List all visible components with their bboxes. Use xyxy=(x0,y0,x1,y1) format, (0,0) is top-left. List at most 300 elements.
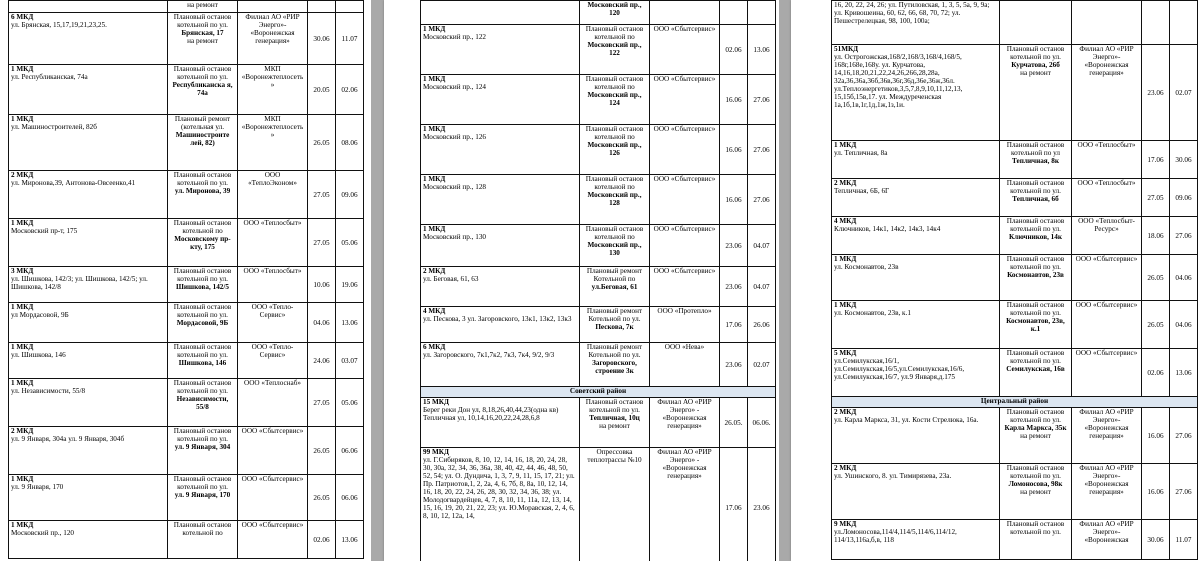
address-list: ул.Ломоносова,114/4,114/5,114/6,114/12, 114/13,116а,б,в, 118 xyxy=(834,528,957,544)
work-description: Плановый останов котельной по xyxy=(585,175,644,191)
address-cell xyxy=(421,1,580,25)
start-date: 26.05 xyxy=(1142,255,1170,301)
work-cell xyxy=(580,307,650,343)
end-date: 03.07 xyxy=(336,343,364,379)
end-date: 09.06 xyxy=(1170,179,1198,217)
table-row xyxy=(832,255,1198,301)
organization-cell: Филиал АО «РИР Энерго»- «Воронежская генерация» xyxy=(1072,408,1142,464)
building-count: 1 МКД xyxy=(834,255,857,263)
work-cell xyxy=(1000,255,1072,301)
work-description: Плановый останов котельной по ул. xyxy=(173,303,232,319)
building-count: 1 МКД xyxy=(11,303,34,311)
start-date: 16.06 xyxy=(1142,408,1170,464)
organization-cell: МКП «Воронежтеплосеть» xyxy=(238,115,308,171)
organization-cell: Филиал АО «РИР Энерго»- «Воронежская xyxy=(1072,520,1142,560)
building-count: 1 МКД xyxy=(11,115,34,123)
end-date: 13.06 xyxy=(336,303,364,343)
work-cell xyxy=(580,267,650,307)
end-date: 09.06 xyxy=(336,171,364,219)
work-description: Плановый останов котельной по ул. xyxy=(1006,464,1065,480)
work-description: Плановый останов котельной по ул. xyxy=(585,398,644,414)
work-description: Плановый ремонт Котельной по ул. xyxy=(586,307,643,323)
work-cell xyxy=(580,125,650,175)
boiler-address: ул. 9 Января, 304 xyxy=(174,443,231,451)
boiler-address: Тепличная, 10ц xyxy=(589,414,640,422)
end-date: 11.07 xyxy=(336,13,364,65)
end-date: 04.07 xyxy=(748,267,776,307)
work-description: Плановый останов котельной по ул. xyxy=(1006,408,1065,424)
end-date: 27.06 xyxy=(1170,217,1198,255)
work-description: Плановый останов котельной по xyxy=(585,225,644,241)
address-cell xyxy=(832,141,1000,179)
organization-cell: Филиал АО «РИР Энерго» - «Воронежская генерация» xyxy=(650,398,720,448)
address-list: ул.Семилукская,16/1, ул.Семилукская,16/5,ул.Семилукская,16/6, ул.Семилукская,16/7, ул.9 Января,д.175 xyxy=(834,357,965,381)
boiler-address: Московский пр., 130 xyxy=(587,241,642,257)
building-count: 1 МКД xyxy=(423,25,446,33)
end-date: 08.06 xyxy=(336,115,364,171)
organization-cell: ООО «Теплосбыт» xyxy=(238,219,308,267)
boiler-address: Семилукская, 16в xyxy=(1006,365,1065,373)
work-description: Плановый останов котельной по ул. xyxy=(173,427,232,443)
table-row xyxy=(421,343,776,387)
table-row xyxy=(9,475,364,521)
address-cell xyxy=(832,464,1000,520)
work-note: на ремонт xyxy=(599,422,630,430)
end-date: 05.06 xyxy=(336,219,364,267)
work-cell xyxy=(1000,217,1072,255)
work-cell xyxy=(168,65,238,115)
work-cell xyxy=(1000,408,1072,464)
end-date: 04.06 xyxy=(1170,301,1198,349)
organization-cell: ООО «Сбытсервис» xyxy=(238,475,308,521)
end-date: 26.06 xyxy=(748,307,776,343)
building-count: 1 МКД xyxy=(423,225,446,233)
start-date: 23.06 xyxy=(720,225,748,267)
address-cell xyxy=(9,65,168,115)
address-list: ул Мордасовой, 9Б xyxy=(11,311,69,319)
building-count: 1 МКД xyxy=(834,141,857,149)
table-row xyxy=(832,141,1198,179)
document-page-2[interactable] xyxy=(384,0,779,561)
address-list: ул. Тепличная, 8а xyxy=(834,149,888,157)
work-cell xyxy=(580,225,650,267)
table-row xyxy=(421,387,776,398)
end-date: 30.06 xyxy=(1170,141,1198,179)
address-list: ул. Г.Сибиряков, 8, 10, 12, 14, 16, 18, 20, 24, 28, 30, 30а, 32, 34, 36, 36а, 38, 40, 42, 44, 46, 48, 50, 52, 54; ул. О. Дундича, 1, 3, 7, 9, 11, 15, 17, 21; ул. Пр. Патриотов,1, 2, 2а, 4, 6, 7б, 8, 8а, 10, 12, 14, 16, 18, 20, 22, 24, 26, 28, 30, 32, 34, 36, 38; ул. Молодогвардейцев, 4, 7, 8, 10, 11, 11а, 12, 13, 14, 15, 16, 19, 20, 21, 22, 23; ул. Ю.Моравская, 2, 4, 6, 8, 10, 12, 12а, 14, xyxy=(423,456,575,520)
building-count: 2 МКД xyxy=(834,179,857,187)
start-date: 02.06 xyxy=(308,521,336,559)
address-cell xyxy=(421,448,580,561)
boiler-address: Московский пр., 124 xyxy=(587,91,642,107)
page-gap xyxy=(779,0,791,561)
building-count: 1 МКД xyxy=(11,521,34,529)
work-cell xyxy=(580,25,650,75)
work-description: Плановый ремонт Котельной по xyxy=(586,267,643,283)
work-cell xyxy=(580,75,650,125)
table-row xyxy=(832,397,1198,408)
start-date: 02.06 xyxy=(720,25,748,75)
work-cell xyxy=(580,448,650,561)
boiler-address: Брянская, 17 xyxy=(181,29,224,37)
organization-cell: ООО «Сбытсервис» xyxy=(650,175,720,225)
table-row xyxy=(832,301,1198,349)
building-count: 1 МКД xyxy=(423,125,446,133)
building-count: 4 МКД xyxy=(834,217,857,225)
end-date: 02.07 xyxy=(1170,45,1198,141)
building-count: 15 МКД xyxy=(423,398,449,406)
boiler-address: Космонавтов, 23в, к.1 xyxy=(1006,317,1065,333)
start-date: 04.06 xyxy=(308,303,336,343)
organization-cell: ООО «ТеплоЭконом» xyxy=(238,171,308,219)
address-list: Московский пр., 120 xyxy=(11,529,75,537)
table-row xyxy=(9,267,364,303)
end-date: 13.06 xyxy=(336,521,364,559)
address-list: ул. 9 Января, 304а ул. 9 Января, 304б xyxy=(11,435,125,443)
outage-table-page-1 xyxy=(8,0,364,559)
boiler-address: Шишкова, 146 xyxy=(178,359,227,367)
work-description: Плановый останов котельной по ул. xyxy=(173,379,232,395)
end-date: 13.06 xyxy=(748,25,776,75)
organization-cell: Филиал АО «РИР Энерго» - «Воронежская генерация» xyxy=(650,448,720,561)
address-list: Ключников, 14к1, 14к2, 14к3, 14к4 xyxy=(834,225,941,233)
district-header: Центральный район xyxy=(832,397,1198,408)
boiler-address: Московский пр., 120 xyxy=(587,1,642,17)
address-cell xyxy=(832,217,1000,255)
start-date: 17.06 xyxy=(1142,141,1170,179)
end-date: 02.07 xyxy=(748,343,776,387)
start-date: 26.05 xyxy=(308,115,336,171)
address-cell xyxy=(832,301,1000,349)
work-description: Плановый останов котельной по ул. xyxy=(1006,301,1065,317)
address-list: ул. Пескова, 3 ул. Загоровского, 13к1, 13к2, 13к3 xyxy=(423,315,572,323)
start-date: 26.05 xyxy=(1142,301,1170,349)
address-cell xyxy=(9,219,168,267)
address-cell xyxy=(9,303,168,343)
work-cell xyxy=(168,379,238,427)
organization-cell: ООО «Сбытсервис» xyxy=(238,427,308,475)
work-description: Плановый останов котельной по ул xyxy=(1006,141,1065,157)
table-row xyxy=(832,217,1198,255)
building-count: 1 МКД xyxy=(834,301,857,309)
organization-cell: ООО «Теплосбыт-Ресурс» xyxy=(1072,217,1142,255)
work-cell xyxy=(168,267,238,303)
address-cell xyxy=(832,349,1000,397)
work-cell xyxy=(168,427,238,475)
work-cell xyxy=(580,175,650,225)
building-count: 51МКД xyxy=(834,45,859,53)
work-description: Плановый останов котельной по ул. xyxy=(1006,255,1065,271)
work-description: Плановый останов котельной по xyxy=(173,219,232,235)
work-description: Плановый останов котельной по ул. xyxy=(173,343,232,359)
address-list: Московский пр., 130 xyxy=(423,233,487,241)
table-row xyxy=(421,1,776,25)
work-description: Плановый останов котельной по ул. xyxy=(1006,520,1065,536)
document-page-3[interactable] xyxy=(791,0,1200,561)
end-date xyxy=(748,1,776,25)
table-row xyxy=(9,379,364,427)
building-count: 2 МКД xyxy=(834,464,857,472)
table-row xyxy=(421,398,776,448)
organization-cell: ООО «Нева» xyxy=(650,343,720,387)
start-date xyxy=(720,1,748,25)
table-row xyxy=(421,267,776,307)
boiler-address: Независимости, 55/8 xyxy=(176,395,229,411)
boiler-address: Ломоносова, 98к xyxy=(1008,480,1063,488)
work-description: Плановый останов котельной по ул. xyxy=(1006,217,1065,233)
end-date: 27.06 xyxy=(748,75,776,125)
work-cell xyxy=(580,343,650,387)
building-count: 2 МКД xyxy=(834,408,857,416)
organization-cell: ООО «Теплосбыт» xyxy=(1072,141,1142,179)
start-date: 20.05 xyxy=(308,65,336,115)
boiler-address: Московскому пр-кту, 175 xyxy=(174,235,231,251)
address-list: ул. Беговая, 61, 63 xyxy=(423,275,479,283)
address-cell xyxy=(832,520,1000,560)
organization-cell xyxy=(238,1,308,13)
boiler-address: Московский пр., 128 xyxy=(587,191,642,207)
table-row xyxy=(9,219,364,267)
start-date: 30.06 xyxy=(1142,520,1170,560)
end-date: 11.07 xyxy=(1170,520,1198,560)
table-row xyxy=(9,13,364,65)
work-description: Плановый ремонт Котельной по ул. xyxy=(586,343,643,359)
start-date: 27.05 xyxy=(308,219,336,267)
address-cell xyxy=(9,1,168,13)
table-row xyxy=(832,1,1198,45)
start-date: 16.06 xyxy=(720,75,748,125)
table-row xyxy=(832,464,1198,520)
building-count: 1 МКД xyxy=(11,379,34,387)
work-description: Плановый останов котельной по ул. xyxy=(1006,349,1065,365)
address-cell xyxy=(421,175,580,225)
work-cell xyxy=(168,13,238,65)
start-date: 27.05 xyxy=(308,171,336,219)
district-header: Советский район xyxy=(421,387,776,398)
table-row xyxy=(9,1,364,13)
start-date: 16.06 xyxy=(1142,464,1170,520)
boiler-address: ул.Беговая, 61 xyxy=(591,283,638,291)
building-count: 4 МКД xyxy=(423,307,446,315)
end-date: 04.07 xyxy=(748,225,776,267)
work-description: Плановый останов котельной по ул. xyxy=(173,267,232,283)
boiler-address: Московский пр., 126 xyxy=(587,141,642,157)
organization-cell: ООО «Сбытсервис» xyxy=(650,75,720,125)
address-list: ул. Острогожская,168/2,168/3,168/4,168/5, 168г,168е,168у. ул. Курчатова, 14,16,18,20,21,22,24,26,266,28,28а, 32а,36,36а,36б,36в,36г,36д,36е,36ж,36л. ул.Теплоэнергетиков,3,5,7,8,9,10,11,12,13, 15,15б,15в,17. ул. Междуреченская 1а,1б,1в,1г,1д,1ж,1з,1и. xyxy=(834,53,963,109)
address-list: ул. Миронова,39, Антонова-Овсеенко,41 xyxy=(11,179,136,187)
work-description: Плановый останов котельной по xyxy=(585,25,644,41)
address-cell xyxy=(9,521,168,559)
boiler-address: Шишкова, 142/5 xyxy=(175,283,229,291)
work-cell xyxy=(1000,301,1072,349)
address-cell xyxy=(9,171,168,219)
address-list: Московский пр., 124 xyxy=(423,83,487,91)
building-count: 1 МКД xyxy=(423,175,446,183)
end-date: 04.06 xyxy=(1170,255,1198,301)
work-description: Плановый останов котельной по ул. xyxy=(173,171,232,187)
building-count: 1 МКД xyxy=(423,75,446,83)
address-list: Московский пр., 122 xyxy=(423,33,487,41)
address-list: ул. Независимости, 55/8 xyxy=(11,387,86,395)
building-count: 2 МКД xyxy=(11,427,34,435)
address-cell xyxy=(421,398,580,448)
boiler-address: Ключников, 14к xyxy=(1008,233,1063,241)
boiler-address: Карла Маркса, 35к xyxy=(1004,424,1067,432)
address-list: ул. Ушинского, 8. ул. Тимирязева, 23а. xyxy=(834,472,952,480)
end-date xyxy=(1170,1,1198,45)
start-date: 27.05 xyxy=(308,379,336,427)
work-cell xyxy=(168,115,238,171)
work-description: Плановый останов котельной по ул. xyxy=(173,13,232,29)
address-cell xyxy=(9,343,168,379)
address-list: ул. Шишкова, 146 xyxy=(11,351,66,359)
table-row xyxy=(832,520,1198,560)
boiler-address: Мордасовой, 9Б xyxy=(176,319,229,327)
boiler-address: Пескова, 7к xyxy=(595,323,634,331)
work-description: Плановый останов котельной по ул. xyxy=(173,65,232,81)
organization-cell: Филиал АО «РИР Энерго»- «Воронежская генерация» xyxy=(238,13,308,65)
address-cell xyxy=(421,343,580,387)
address-cell xyxy=(832,255,1000,301)
work-cell xyxy=(1000,464,1072,520)
end-date: 19.06 xyxy=(336,267,364,303)
start-date: 26.05 xyxy=(308,427,336,475)
start-date xyxy=(308,1,336,13)
organization-cell: ООО «Теплосбыт» xyxy=(1072,179,1142,217)
building-count: 6 МКД xyxy=(11,13,34,21)
boiler-address: Тепличная, 8к xyxy=(1011,157,1060,165)
building-count: 9 МКД xyxy=(834,520,857,528)
start-date: 30.06 xyxy=(308,13,336,65)
work-cell xyxy=(1000,1,1072,45)
end-date: 05.06 xyxy=(336,379,364,427)
work-description: Плановый ремонт (котельная ул. xyxy=(174,115,231,131)
building-count: 1 МКД xyxy=(11,65,34,73)
end-date: 06.06 xyxy=(336,475,364,521)
organization-cell: ООО «Сбытсервис» xyxy=(650,267,720,307)
table-row xyxy=(9,303,364,343)
boiler-address: Загоровского, строение 3к xyxy=(592,359,637,375)
boiler-address: Республиканска я, 74а xyxy=(172,81,233,97)
work-cell xyxy=(1000,520,1072,560)
start-date: 26.05. xyxy=(720,398,748,448)
work-description: Плановый останов котельной по xyxy=(585,125,644,141)
work-note: на ремонт xyxy=(1020,488,1051,496)
organization-cell: ООО «Сбытсервис» xyxy=(1072,255,1142,301)
boiler-address: Курчатова, 26б xyxy=(1011,61,1060,69)
address-cell xyxy=(832,179,1000,217)
end-date: 23.06 xyxy=(748,448,776,561)
address-cell xyxy=(421,225,580,267)
organization-cell: ООО «Сбытсервис» xyxy=(1072,349,1142,397)
work-cell xyxy=(1000,141,1072,179)
work-cell xyxy=(1000,45,1072,141)
organization-cell: ООО «Протепло» xyxy=(650,307,720,343)
work-description: Плановый останов котельной по xyxy=(585,75,644,91)
address-list: ул. Машиностроителей, 82б xyxy=(11,123,97,131)
organization-cell: ООО «Сбытсервис» xyxy=(238,521,308,559)
start-date: 18.06 xyxy=(1142,217,1170,255)
address-cell xyxy=(832,1,1000,45)
start-date: 23.06 xyxy=(720,343,748,387)
table-row xyxy=(9,65,364,115)
end-date: 06.06 xyxy=(336,427,364,475)
address-list: ул. Брянская, 15,17,19,21,23,25. xyxy=(11,21,107,29)
address-list: ул. Шишкова, 142/3; ул. Шишкова, 142/5; ул. Шишкова, 142/8 xyxy=(11,275,148,291)
table-row xyxy=(421,75,776,125)
start-date: 23.06 xyxy=(720,267,748,307)
work-cell xyxy=(580,1,650,25)
organization-cell: МКП «Воронежтеплосеть» xyxy=(238,65,308,115)
boiler-address: Тепличная, 6б xyxy=(1012,195,1059,203)
start-date: 26.05 xyxy=(308,475,336,521)
start-date: 16.06 xyxy=(720,125,748,175)
address-cell xyxy=(9,267,168,303)
organization-cell: Филиал АО «РИР Энерго»- «Воронежская генерация» xyxy=(1072,464,1142,520)
work-cell xyxy=(168,343,238,379)
address-cell xyxy=(9,379,168,427)
organization-cell xyxy=(650,1,720,25)
start-date: 10.06 xyxy=(308,267,336,303)
work-note: на ремонт xyxy=(1020,69,1051,77)
boiler-address: Московский пр., 122 xyxy=(587,41,642,57)
table-row xyxy=(421,175,776,225)
organization-cell: ООО «Сбытсервис» xyxy=(650,225,720,267)
address-cell xyxy=(421,25,580,75)
organization-cell: ООО «Теплоснаб» xyxy=(238,379,308,427)
address-list: ул. Загоровского, 7к1,7к2, 7к3, 7к4, 9/2, 9/3 xyxy=(423,351,555,359)
start-date: 27.05 xyxy=(1142,179,1170,217)
end-date xyxy=(336,1,364,13)
building-count: 2 МКД xyxy=(423,267,446,275)
table-row xyxy=(832,179,1198,217)
organization-cell: ООО «Сбытсервис» xyxy=(650,25,720,75)
work-cell xyxy=(168,171,238,219)
table-row xyxy=(9,427,364,475)
start-date: 17.06 xyxy=(720,448,748,561)
building-count: 1 МКД xyxy=(11,343,34,351)
address-cell xyxy=(421,267,580,307)
work-description: Опрессовка теплотрассы №10 xyxy=(587,448,642,464)
work-cell xyxy=(168,1,238,13)
building-count: 2 МКД xyxy=(11,171,34,179)
organization-cell: ООО «Сбытсервис» xyxy=(650,125,720,175)
work-cell xyxy=(580,398,650,448)
outage-table-page-2 xyxy=(420,0,776,561)
address-cell xyxy=(9,475,168,521)
address-list: ул. Республиканская, 74а xyxy=(11,73,88,81)
table-row xyxy=(421,125,776,175)
boiler-address: Машиностроите лей, 82) xyxy=(175,131,230,147)
address-cell xyxy=(421,125,580,175)
end-date: 27.06 xyxy=(1170,464,1198,520)
organization-cell: ООО «Тепло-Сервис» xyxy=(238,303,308,343)
building-count: 3 МКД xyxy=(11,267,34,275)
table-row xyxy=(9,171,364,219)
building-count: 6 МКД xyxy=(423,343,446,351)
start-date: 23.06 xyxy=(1142,45,1170,141)
address-cell xyxy=(9,427,168,475)
work-note: на ремонт xyxy=(187,37,218,45)
document-page-1[interactable] xyxy=(0,0,371,561)
table-row xyxy=(9,521,364,559)
table-row xyxy=(9,343,364,379)
end-date: 27.06 xyxy=(748,125,776,175)
work-cell xyxy=(1000,349,1072,397)
work-cell xyxy=(168,303,238,343)
address-list: ул. Космонавтов, 23в xyxy=(834,263,899,271)
boiler-address: Космонавтов, 23в xyxy=(1007,271,1064,279)
end-date: 06.06. xyxy=(748,398,776,448)
